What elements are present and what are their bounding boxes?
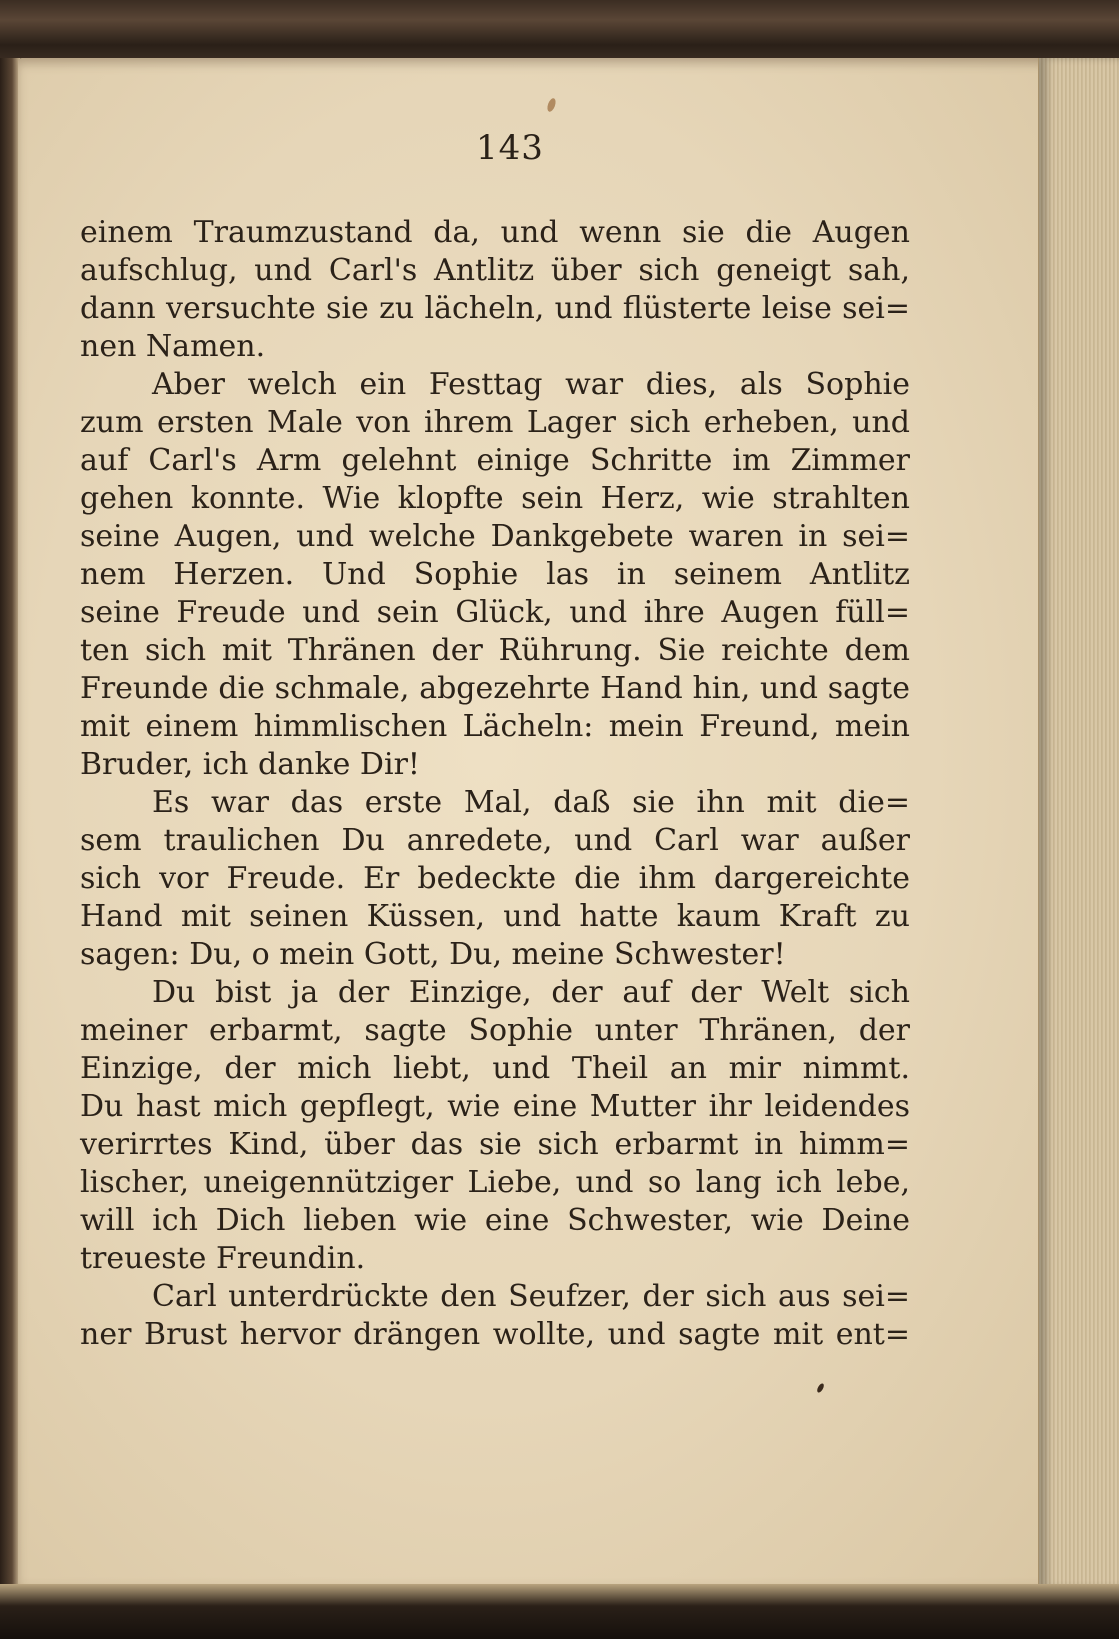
- text-line: seine Freude und sein Glück, und ihre Augen füll=: [80, 595, 910, 630]
- text-line: auf Carl's Arm gelehnt einige Schritte im Zimmer: [80, 443, 910, 478]
- text-line: Du hast mich gepflegt, wie eine Mutter ihr leidendes: [80, 1089, 910, 1124]
- page-number: 143: [476, 128, 544, 168]
- text-line: einem Traumzustand da, und wenn sie die Augen: [80, 215, 910, 250]
- text-line: meiner erbarmt, sagte Sophie unter Thränen, der: [80, 1013, 910, 1048]
- text-line: Bruder, ich danke Dir!: [80, 747, 420, 782]
- text-line: ten sich mit Thränen der Rührung. Sie reichte dem: [80, 633, 910, 668]
- body-text: [80, 214, 910, 1354]
- text-line: sagen: Du, o mein Gott, Du, meine Schwester!: [80, 937, 786, 972]
- text-line: sem traulichen Du anredete, und Carl war außer: [80, 823, 910, 858]
- book-spine: [0, 58, 20, 1588]
- text-line: Aber welch ein Festtag war dies, als Sophie: [152, 367, 910, 402]
- text-line: sich vor Freude. Er bedeckte die ihm dargereichte: [80, 861, 910, 896]
- text-line: gehen konnte. Wie klopfte sein Herz, wie strahlten: [80, 481, 910, 516]
- text-line: Freunde die schmale, abgezehrte Hand hin, und sagte: [80, 671, 910, 706]
- text-line: Hand mit seinen Küssen, und hatte kaum Kraft zu: [80, 899, 910, 934]
- text-line: verirrtes Kind, über das sie sich erbarmt in himm=: [80, 1127, 910, 1162]
- text-line: aufschlug, und Carl's Antlitz über sich geneigt sah,: [80, 253, 910, 288]
- text-line: lischer, uneigennütziger Liebe, und so lang ich lebe,: [80, 1165, 910, 1200]
- text-line: nen Namen.: [80, 329, 266, 364]
- book-bottom-edge: [0, 1584, 1119, 1639]
- text-line: Es war das erste Mal, daß sie ihn mit die=: [152, 785, 910, 820]
- text-line: zum ersten Male von ihrem Lager sich erheben, und: [80, 405, 910, 440]
- text-line: mit einem himmlischen Lächeln: mein Freund, mein: [80, 709, 910, 744]
- text-line: treueste Freundin.: [80, 1241, 366, 1276]
- page-edges: [1038, 58, 1119, 1588]
- text-line: will ich Dich lieben wie eine Schwester, wie Deine: [80, 1203, 910, 1238]
- text-line: Carl unterdrückte den Seufzer, der sich aus sei=: [152, 1279, 910, 1314]
- text-line: Du bist ja der Einzige, der auf der Welt sich: [152, 975, 910, 1010]
- text-line: nem Herzen. Und Sophie las in seinem Antlitz: [80, 557, 910, 592]
- text-line: seine Augen, und welche Dankgebete waren in sei=: [80, 519, 910, 554]
- text-line: dann versuchte sie zu lächeln, und flüsterte leise sei=: [80, 291, 910, 326]
- text-line: Einzige, der mich liebt, und Theil an mir nimmt.: [80, 1051, 910, 1086]
- text-line: ner Brust hervor drängen wollte, und sagte mit ent=: [80, 1317, 910, 1352]
